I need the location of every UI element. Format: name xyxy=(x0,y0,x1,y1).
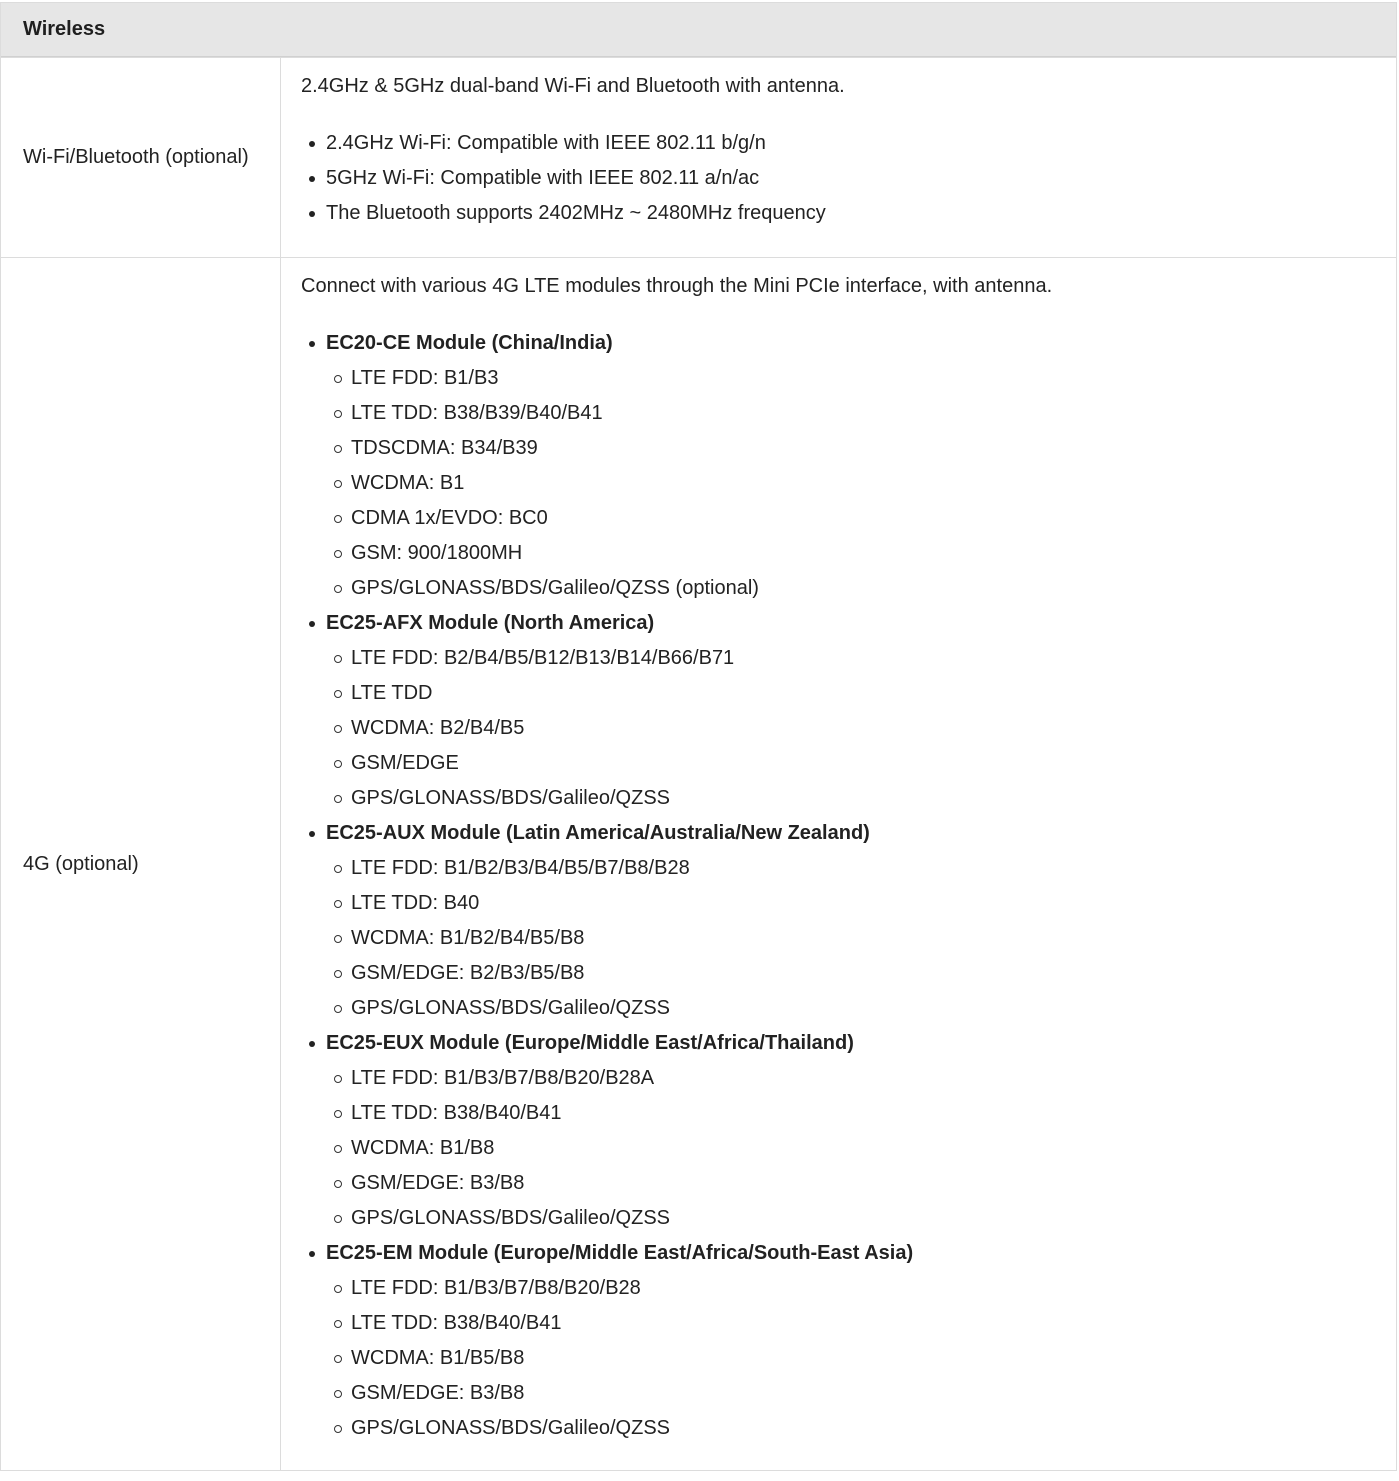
band-item-text: GSM/EDGE xyxy=(351,752,459,774)
circle-bullet-icon xyxy=(334,865,342,873)
circle-bullet-icon xyxy=(334,935,342,943)
module-item xyxy=(301,1026,1376,1236)
band-item xyxy=(326,921,1376,956)
band-item-text: WCDMA: B1 xyxy=(351,472,465,494)
list-item xyxy=(301,161,1376,196)
band-item-text: WCDMA: B2/B4/B5 xyxy=(351,717,525,739)
band-item-text: LTE TDD: B38/B39/B40/B41 xyxy=(351,402,603,424)
band-item-text: LTE FDD: B1/B3 xyxy=(351,367,499,389)
band-item xyxy=(326,1061,1376,1096)
band-item xyxy=(326,466,1376,501)
band-item xyxy=(326,1201,1376,1236)
list-item-text: 5GHz Wi-Fi: Compatible with IEEE 802.11 a/n/ac xyxy=(326,167,760,189)
band-item-text: LTE FDD: B2/B4/B5/B12/B13/B14/B66/B71 xyxy=(351,647,735,669)
list-item-text: The Bluetooth supports 2402MHz ~ 2480MHz frequency xyxy=(326,202,826,224)
circle-bullet-icon xyxy=(334,585,342,593)
band-item-text: WCDMA: B1/B5/B8 xyxy=(351,1347,525,1369)
circle-bullet-icon xyxy=(334,1110,342,1118)
band-item xyxy=(326,1341,1376,1376)
band-item xyxy=(326,396,1376,431)
band-item xyxy=(326,1411,1376,1446)
band-item xyxy=(326,991,1376,1026)
module-title: EC25-EM Module (Europe/Middle East/Africa/South-East Asia) xyxy=(326,1242,914,1264)
circle-bullet-icon xyxy=(334,1145,342,1153)
band-item xyxy=(326,1166,1376,1201)
circle-bullet-icon xyxy=(334,515,342,523)
band-item xyxy=(326,956,1376,991)
bullet-icon xyxy=(309,176,315,182)
module-band-list xyxy=(326,851,1376,1026)
band-item-text: LTE FDD: B1/B2/B3/B4/B5/B7/B8/B28 xyxy=(351,857,690,879)
band-item xyxy=(326,536,1376,571)
band-item-text: GSM/EDGE: B2/B3/B5/B8 xyxy=(351,962,585,984)
band-item-text: LTE FDD: B1/B3/B7/B8/B20/B28A xyxy=(351,1067,655,1089)
band-item-text: GPS/GLONASS/BDS/Galileo/QZSS xyxy=(351,787,670,809)
module-title: EC25-EUX Module (Europe/Middle East/Africa/Thailand) xyxy=(326,1032,854,1054)
band-item xyxy=(326,1376,1376,1411)
band-item xyxy=(326,431,1376,466)
band-item xyxy=(326,1306,1376,1341)
band-item xyxy=(326,571,1376,606)
module-band-list xyxy=(326,361,1376,606)
spec-label-wifi-bluetooth: Wi-Fi/Bluetooth (optional) xyxy=(1,58,281,257)
circle-bullet-icon xyxy=(334,1390,342,1398)
spec-value-4g xyxy=(281,258,1396,1470)
circle-bullet-icon xyxy=(334,655,342,663)
wifi-intro-text: 2.4GHz & 5GHz dual-band Wi-Fi and Bluetooth with antenna. xyxy=(301,75,845,97)
wireless-spec-table xyxy=(0,2,1397,1471)
spec-row-4g xyxy=(1,257,1396,1470)
circle-bullet-icon xyxy=(334,690,342,698)
bullet-icon xyxy=(309,211,315,217)
circle-bullet-icon xyxy=(334,410,342,418)
band-item-text: CDMA 1x/EVDO: BC0 xyxy=(351,507,548,529)
spec-value-wifi-bluetooth xyxy=(281,58,1396,257)
band-item xyxy=(326,501,1376,536)
band-item-text: LTE TDD: B38/B40/B41 xyxy=(351,1102,562,1124)
bullet-icon xyxy=(309,141,315,147)
wifi-feature-list xyxy=(301,126,1376,231)
band-item xyxy=(326,1131,1376,1166)
band-item-text: WCDMA: B1/B8 xyxy=(351,1137,495,1159)
band-item xyxy=(326,676,1376,711)
band-item xyxy=(326,886,1376,921)
circle-bullet-icon xyxy=(334,1285,342,1293)
list-item-text: 2.4GHz Wi-Fi: Compatible with IEEE 802.11 b/g/n xyxy=(326,132,766,154)
band-item xyxy=(326,361,1376,396)
band-item-text: LTE TDD: B40 xyxy=(351,892,480,914)
lte-intro-text: Connect with various 4G LTE modules through the Mini PCIe interface, with antenna. xyxy=(301,275,1053,297)
module-item xyxy=(301,1236,1376,1446)
module-title: EC20-CE Module (China/India) xyxy=(326,332,613,354)
circle-bullet-icon xyxy=(334,550,342,558)
band-item-text: TDSCDMA: B34/B39 xyxy=(351,437,538,459)
circle-bullet-icon xyxy=(334,375,342,383)
band-item-text: LTE TDD xyxy=(351,682,433,704)
module-item xyxy=(301,816,1376,1026)
module-item xyxy=(301,606,1376,816)
circle-bullet-icon xyxy=(334,760,342,768)
circle-bullet-icon xyxy=(334,445,342,453)
lte-module-list xyxy=(301,326,1376,1446)
module-band-list xyxy=(326,641,1376,816)
band-item-text: GSM/EDGE: B3/B8 xyxy=(351,1172,525,1194)
circle-bullet-icon xyxy=(334,1355,342,1363)
band-item-text: GPS/GLONASS/BDS/Galileo/QZSS xyxy=(351,1417,670,1439)
spec-row-wifi-bluetooth xyxy=(1,57,1396,257)
band-item-text: LTE TDD: B38/B40/B41 xyxy=(351,1312,562,1334)
band-item xyxy=(326,711,1376,746)
bullet-icon xyxy=(309,341,315,347)
band-item xyxy=(326,1096,1376,1131)
band-item xyxy=(326,746,1376,781)
circle-bullet-icon xyxy=(334,1005,342,1013)
bullet-icon xyxy=(309,621,315,627)
circle-bullet-icon xyxy=(334,1180,342,1188)
circle-bullet-icon xyxy=(334,900,342,908)
module-band-list xyxy=(326,1061,1376,1236)
circle-bullet-icon xyxy=(334,1075,342,1083)
bullet-icon xyxy=(309,1041,315,1047)
circle-bullet-icon xyxy=(334,1215,342,1223)
band-item xyxy=(326,1271,1376,1306)
list-item xyxy=(301,126,1376,161)
bullet-icon xyxy=(309,831,315,837)
band-item-text: GSM/EDGE: B3/B8 xyxy=(351,1382,525,1404)
band-item-text: GPS/GLONASS/BDS/Galileo/QZSS xyxy=(351,997,670,1019)
band-item xyxy=(326,781,1376,816)
module-title: EC25-AFX Module (North America) xyxy=(326,612,655,634)
circle-bullet-icon xyxy=(334,1320,342,1328)
circle-bullet-icon xyxy=(334,795,342,803)
circle-bullet-icon xyxy=(334,1425,342,1433)
band-item-text: WCDMA: B1/B2/B4/B5/B8 xyxy=(351,927,585,949)
band-item xyxy=(326,641,1376,676)
band-item-text: LTE FDD: B1/B3/B7/B8/B20/B28 xyxy=(351,1277,641,1299)
circle-bullet-icon xyxy=(334,480,342,488)
module-band-list xyxy=(326,1271,1376,1446)
list-item xyxy=(301,196,1376,231)
band-item-text: GSM: 900/1800MH xyxy=(351,542,523,564)
bullet-icon xyxy=(309,1251,315,1257)
spec-label-4g: 4G (optional) xyxy=(1,258,281,1470)
section-header: Wireless xyxy=(1,3,1396,57)
band-item-text: GPS/GLONASS/BDS/Galileo/QZSS xyxy=(351,1207,670,1229)
module-item xyxy=(301,326,1376,606)
band-item xyxy=(326,851,1376,886)
band-item-text: GPS/GLONASS/BDS/Galileo/QZSS (optional) xyxy=(351,577,759,599)
circle-bullet-icon xyxy=(334,970,342,978)
module-title: EC25-AUX Module (Latin America/Australia/New Zealand) xyxy=(326,822,870,844)
circle-bullet-icon xyxy=(334,725,342,733)
